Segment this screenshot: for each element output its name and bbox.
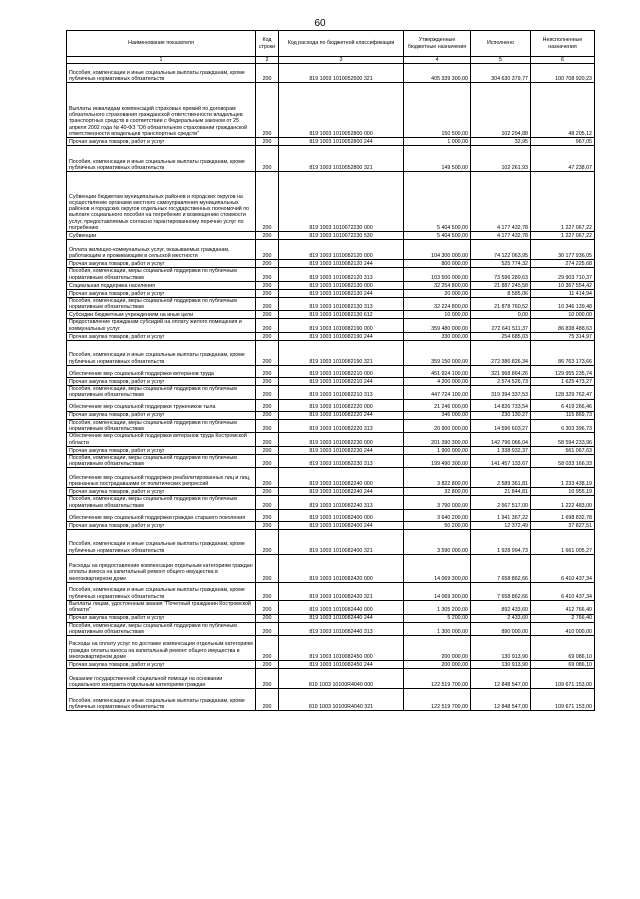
cell-line-code: 200 [256, 669, 279, 689]
column-number: 1 [67, 57, 256, 64]
cell-executed: 130 913,90 [471, 661, 531, 669]
cell-unexecuted: 1 698 832,78 [531, 510, 595, 522]
cell-approved: 405 339 300,00 [404, 64, 471, 83]
cell-executed: 2 589 361,81 [471, 468, 531, 488]
cell-line-code: 200 [256, 297, 279, 311]
table-row [67, 636, 595, 661]
cell-approved: 149 500,00 [404, 146, 471, 172]
column-number: 3 [279, 57, 404, 64]
cell-executed: 142 796 066,04 [471, 433, 531, 447]
cell-executed: 102 261,93 [471, 146, 531, 172]
cell-line-code: 200 [256, 172, 279, 232]
cell-budget-code: 819 1003 1010082400 000 [279, 510, 404, 522]
cell-indicator-name: Пособия, компенсации и иные социальные выплаты гражданам, кроме публичных нормативных обязательств [67, 341, 256, 366]
cell-budget-code: 819 1003 1010082210 313 [279, 386, 404, 400]
cell-approved: 447 724 100,00 [404, 386, 471, 400]
table-row [67, 446, 595, 454]
cell-approved: 346 000,00 [404, 411, 471, 419]
cell-approved: 50 200,00 [404, 522, 471, 530]
table-row [67, 399, 595, 411]
cell-budget-code: 819 1003 1010082210 000 [279, 366, 404, 378]
cell-line-code: 200 [256, 341, 279, 366]
cell-line-code: 200 [256, 614, 279, 622]
cell-executed: 319 394 337,53 [471, 386, 531, 400]
cell-budget-code: 819 1003 1010052800 321 [279, 146, 404, 172]
cell-unexecuted: 58 033 166,33 [531, 454, 595, 468]
table-row [67, 333, 595, 341]
cell-unexecuted: 100 708 920,23 [531, 64, 595, 83]
cell-unexecuted: 86 838 488,63 [531, 319, 595, 333]
cell-executed: 272 386 826,34 [471, 341, 531, 366]
cell-approved: 20 000,00 [404, 289, 471, 297]
cell-budget-code: 819 1003 1010082450 244 [279, 661, 404, 669]
cell-unexecuted: 412 766,40 [531, 601, 595, 615]
column-number-row [67, 57, 595, 64]
cell-budget-code: 819 1003 1010082190 321 [279, 341, 404, 366]
cell-approved: 3 590 000,00 [404, 530, 471, 555]
cell-approved: 122 519 700,00 [404, 689, 471, 711]
header-indicator-name: Наименование показателя [67, 31, 256, 57]
cell-executed: 304 630 379,77 [471, 64, 531, 83]
budget-execution-table [66, 30, 595, 711]
cell-line-code: 200 [256, 138, 279, 146]
table-row [67, 689, 595, 711]
cell-approved: 103 500 000,00 [404, 268, 471, 282]
table-row [67, 419, 595, 433]
cell-unexecuted: 129 955 235,74 [531, 366, 595, 378]
cell-indicator-name: Прочая закупка товаров, работ и услуг [67, 138, 256, 146]
cell-budget-code: 819 1003 1010082440 000 [279, 601, 404, 615]
cell-line-code: 200 [256, 319, 279, 333]
cell-approved: 201 390 300,00 [404, 433, 471, 447]
table-row [67, 172, 595, 232]
cell-executed: 73 596 289,63 [471, 268, 531, 282]
cell-line-code: 200 [256, 146, 279, 172]
cell-unexecuted: 10 346 139,48 [531, 297, 595, 311]
cell-line-code: 200 [256, 366, 279, 378]
table-row [67, 240, 595, 260]
cell-budget-code: 819 1003 1010082400 244 [279, 522, 404, 530]
cell-line-code: 200 [256, 289, 279, 297]
cell-unexecuted: 1 227 067,22 [531, 232, 595, 240]
table-row [67, 366, 595, 378]
cell-line-code: 200 [256, 433, 279, 447]
cell-indicator-name: Пособия, компенсации и иные социальные выплаты гражданам, кроме публичных нормативных обязательств [67, 530, 256, 555]
table-row [67, 510, 595, 522]
cell-indicator-name: Пособия, компенсации и иные социальные выплаты гражданам, кроме публичных нормативных обязательств [67, 64, 256, 83]
cell-budget-code: 819 1003 1010082240 000 [279, 468, 404, 488]
cell-budget-code: 819 1003 1010082400 321 [279, 530, 404, 555]
cell-budget-code: 819 1003 1010082220 000 [279, 399, 404, 411]
cell-executed: 21 878 760,52 [471, 297, 531, 311]
cell-indicator-name: Прочая закупка товаров, работ и услуг [67, 522, 256, 530]
column-number: 6 [531, 57, 595, 64]
cell-executed: 141 457 133,67 [471, 454, 531, 468]
cell-approved: 199 490 300,00 [404, 454, 471, 468]
cell-line-code: 200 [256, 622, 279, 636]
table-header-row [67, 31, 595, 57]
cell-unexecuted: 1 227 067,22 [531, 172, 595, 232]
cell-budget-code: 819 1003 1010082440 244 [279, 614, 404, 622]
cell-approved: 359 480 000,00 [404, 319, 471, 333]
cell-unexecuted: 58 594 233,96 [531, 433, 595, 447]
cell-approved: 1 900 000,00 [404, 446, 471, 454]
cell-approved: 32 254 800,00 [404, 281, 471, 289]
cell-line-code: 200 [256, 386, 279, 400]
cell-unexecuted: 37 827,51 [531, 522, 595, 530]
cell-approved: 200 000,00 [404, 661, 471, 669]
cell-approved: 3 822 800,00 [404, 468, 471, 488]
table-row [67, 341, 595, 366]
table-row [67, 411, 595, 419]
cell-budget-code: 819 1003 1010052500 321 [279, 64, 404, 83]
cell-indicator-name: Прочая закупка товаров, работ и услуг [67, 378, 256, 386]
header-budget-classification-code: Код расхода по бюджетной классификации [279, 31, 404, 57]
cell-approved: 5 404 500,00 [404, 232, 471, 240]
cell-budget-code: 819 1003 1010082240 313 [279, 496, 404, 510]
table-row [67, 454, 595, 468]
cell-indicator-name: Прочая закупка товаров, работ и услуг [67, 446, 256, 454]
table-row [67, 522, 595, 530]
cell-indicator-name: Предоставление гражданам субсидий на оплату жилого помещения и коммунальных услуг [67, 319, 256, 333]
cell-budget-code: 819 1003 1010082190 000 [279, 319, 404, 333]
cell-indicator-name: Оплата жилищно-коммунальных услуг, оказываемых гражданам, работающим и проживающим в сельской местности [67, 240, 256, 260]
cell-executed: 230 130,27 [471, 411, 531, 419]
cell-line-code: 200 [256, 496, 279, 510]
table-row [67, 297, 595, 311]
cell-executed: 32,95 [471, 138, 531, 146]
table-row [67, 260, 595, 268]
cell-budget-code: 819 1003 10100R4040 000 [279, 669, 404, 689]
cell-budget-code: 819 1003 1010082130 612 [279, 311, 404, 319]
cell-approved: 4 200 000,00 [404, 378, 471, 386]
cell-approved: 14 069 300,00 [404, 555, 471, 583]
cell-budget-code: 819 1003 1010082130 000 [279, 281, 404, 289]
table-row [67, 319, 595, 333]
table-row [67, 138, 595, 146]
cell-indicator-name: Прочая закупка товаров, работ и услуг [67, 289, 256, 297]
cell-indicator-name: Обеспечение мер социальной поддержки ветеранов труда [67, 366, 256, 378]
cell-indicator-name: Прочая закупка товаров, работ и услуг [67, 488, 256, 496]
cell-indicator-name: Пособия, компенсации и иные социальные выплаты гражданам, кроме публичных нормативных обязательств [67, 583, 256, 601]
table-row [67, 496, 595, 510]
cell-indicator-name: Субсидии бюджетным учреждениям на иные цели [67, 311, 256, 319]
cell-budget-code: 819 1003 1010082120 313 [279, 268, 404, 282]
column-number: 2 [256, 57, 279, 64]
cell-line-code: 200 [256, 661, 279, 669]
cell-approved: 800 000,00 [404, 260, 471, 268]
cell-indicator-name: Пособия, компенсации, меры социальной поддержки по публичным нормативным обязательствам [67, 496, 256, 510]
cell-unexecuted: 47 238,07 [531, 146, 595, 172]
cell-unexecuted: 561 067,63 [531, 446, 595, 454]
cell-unexecuted: 69 086,10 [531, 661, 595, 669]
cell-approved: 32 800,00 [404, 488, 471, 496]
cell-unexecuted: 2 766,40 [531, 614, 595, 622]
cell-executed: 0,00 [471, 311, 531, 319]
cell-line-code: 200 [256, 399, 279, 411]
page-number: 60 [314, 18, 326, 29]
cell-line-code: 200 [256, 378, 279, 386]
cell-indicator-name: Пособия, компенсации и иные социальные выплаты гражданам, кроме публичных нормативных обязательств [67, 689, 256, 711]
cell-indicator-name: Выплаты инвалидам компенсаций страховых премий по договорам обязательного страхования гражданской ответственности владельцев транспортных средств в соответствии с Федеральным законом от 25 апреля 2002 года № 40-ФЗ "Об обязательном страховании гражданской ответственности владельцев транспортных средств" [67, 83, 256, 138]
cell-unexecuted: 274 225,68 [531, 260, 595, 268]
cell-executed: 4 177 432,78 [471, 232, 531, 240]
cell-indicator-name: Прочая закупка товаров, работ и услуг [67, 260, 256, 268]
cell-indicator-name: Пособия, компенсации, меры социальной поддержки по публичным нормативным обязательствам [67, 386, 256, 400]
cell-line-code: 200 [256, 689, 279, 711]
cell-budget-code: 819 1003 1010082210 244 [279, 378, 404, 386]
cell-budget-code: 819 1003 1010082230 313 [279, 454, 404, 468]
cell-indicator-name: Социальная поддержка населения [67, 281, 256, 289]
header-line-code: Код строки [256, 31, 279, 57]
cell-budget-code: 819 1003 1010072230 530 [279, 232, 404, 240]
cell-unexecuted: 109 671 153,00 [531, 669, 595, 689]
cell-unexecuted: 10 367 554,42 [531, 281, 595, 289]
cell-indicator-name: Выплаты лицам, удостоенным звания "Почетный гражданин Костромской области" [67, 601, 256, 615]
cell-line-code: 200 [256, 522, 279, 530]
cell-line-code: 200 [256, 411, 279, 419]
cell-budget-code: 819 1003 1010082190 244 [279, 333, 404, 341]
cell-executed: 21 844,81 [471, 488, 531, 496]
cell-indicator-name: Субвенции [67, 232, 256, 240]
cell-line-code: 200 [256, 83, 279, 138]
cell-indicator-name: Субвенции бюджетам муниципальных районов и городских округов на осуществление органами местного самоуправления муниципальных районов и городских округов отдельных государственных полномочий по выплате социального пособия на погребение и возмещению стоимости услуг, предоставляемых согласно гарантированному перечню услуг по погребению [67, 172, 256, 232]
cell-budget-code: 819 1003 1010082130 244 [279, 289, 404, 297]
cell-line-code: 200 [256, 601, 279, 615]
cell-budget-code: 819 1003 1010082440 313 [279, 622, 404, 636]
cell-budget-code: 819 1003 1010082120 244 [279, 260, 404, 268]
cell-approved: 330 000,00 [404, 333, 471, 341]
cell-line-code: 200 [256, 468, 279, 488]
cell-executed: 254 685,03 [471, 333, 531, 341]
cell-unexecuted: 10 000,00 [531, 311, 595, 319]
cell-executed: 12 848 547,00 [471, 689, 531, 711]
cell-indicator-name: Расходы на предоставление компенсации отдельным категориям граждан оплаты взноса на капитальный ремонт общего имущества в многоквартирном доме [67, 555, 256, 583]
cell-budget-code: 819 1003 1010052800 244 [279, 138, 404, 146]
cell-executed: 14 596 603,27 [471, 419, 531, 433]
cell-unexecuted: 6 303 396,73 [531, 419, 595, 433]
cell-unexecuted: 109 671 153,00 [531, 689, 595, 711]
column-number: 5 [471, 57, 531, 64]
cell-indicator-name: Расходы на оплату услуг по доставке компенсации отдельным категориям граждан оплаты взноса на капитальный ремонт общего имущества в многоквартирном доме [67, 636, 256, 661]
cell-approved: 3 790 000,00 [404, 496, 471, 510]
cell-indicator-name: Обеспечение мер социальной поддержки тружеников тыла [67, 399, 256, 411]
cell-unexecuted: 6 410 437,34 [531, 583, 595, 601]
cell-executed: 2 433,60 [471, 614, 531, 622]
cell-line-code: 200 [256, 488, 279, 496]
table-row [67, 601, 595, 615]
cell-unexecuted: 128 329 762,47 [531, 386, 595, 400]
table-row [67, 289, 595, 297]
table-row [67, 555, 595, 583]
cell-approved: 10 000,00 [404, 311, 471, 319]
cell-executed: 14 826 733,54 [471, 399, 531, 411]
cell-line-code: 200 [256, 446, 279, 454]
cell-line-code: 200 [256, 260, 279, 268]
cell-approved: 200 000,00 [404, 636, 471, 661]
table-row [67, 530, 595, 555]
cell-executed: 321 968 864,26 [471, 366, 531, 378]
table-row [67, 622, 595, 636]
cell-budget-code: 819 1003 1010082420 000 [279, 555, 404, 583]
cell-unexecuted: 115 869,73 [531, 411, 595, 419]
cell-executed: 890 000,00 [471, 622, 531, 636]
cell-unexecuted: 1 233 438,19 [531, 468, 595, 488]
cell-approved: 21 246 000,00 [404, 399, 471, 411]
cell-approved: 104 300 000,00 [404, 240, 471, 260]
table-row [67, 64, 595, 83]
cell-executed: 12 372,49 [471, 522, 531, 530]
cell-indicator-name: Прочая закупка товаров, работ и услуг [67, 614, 256, 622]
cell-budget-code: 819 1003 1010082240 244 [279, 488, 404, 496]
cell-indicator-name: Пособия, компенсации, меры социальной поддержки по публичным нормативным обязательствам [67, 419, 256, 433]
cell-indicator-name: Пособия, компенсации и иные социальные выплаты гражданам, кроме публичных нормативных обязательств [67, 146, 256, 172]
cell-executed: 7 658 862,66 [471, 583, 531, 601]
table-body [67, 64, 595, 711]
cell-approved: 150 500,00 [404, 83, 471, 138]
cell-budget-code: 819 1003 1010082220 244 [279, 411, 404, 419]
cell-unexecuted: 6 419 266,46 [531, 399, 595, 411]
cell-indicator-name: Пособия, компенсации, меры социальной поддержки по публичным нормативным обязательствам [67, 268, 256, 282]
cell-unexecuted: 1 661 005,27 [531, 530, 595, 555]
cell-line-code: 200 [256, 510, 279, 522]
cell-approved: 5 404 500,00 [404, 172, 471, 232]
cell-executed: 102 294,88 [471, 83, 531, 138]
cell-line-code: 200 [256, 333, 279, 341]
cell-approved: 1 000,00 [404, 138, 471, 146]
cell-executed: 272 641 511,37 [471, 319, 531, 333]
cell-executed: 892 433,60 [471, 601, 531, 615]
cell-executed: 21 887 245,58 [471, 281, 531, 289]
cell-indicator-name: Пособия, компенсации, меры социальной поддержки по публичным нормативным обязательствам [67, 622, 256, 636]
table-row [67, 488, 595, 496]
cell-approved: 32 224 800,00 [404, 297, 471, 311]
cell-budget-code: 819 1003 1010082230 000 [279, 433, 404, 447]
cell-indicator-name: Прочая закупка товаров, работ и услуг [67, 411, 256, 419]
cell-line-code: 200 [256, 268, 279, 282]
table-row [67, 468, 595, 488]
cell-indicator-name: Обеспечение мер социальной поддержки ветеранов труда Костромской области [67, 433, 256, 447]
cell-budget-code: 819 1003 1010082130 313 [279, 297, 404, 311]
header-unexecuted-appropriations: Неисполненные назначения [531, 31, 595, 57]
table-row [67, 83, 595, 138]
cell-unexecuted: 10 955,19 [531, 488, 595, 496]
cell-unexecuted: 410 000,00 [531, 622, 595, 636]
cell-line-code: 200 [256, 240, 279, 260]
cell-executed: 1 338 932,37 [471, 446, 531, 454]
cell-approved: 451 924 100,00 [404, 366, 471, 378]
cell-unexecuted: 11 414,94 [531, 289, 595, 297]
table-row [67, 232, 595, 240]
cell-approved: 359 150 000,00 [404, 341, 471, 366]
cell-unexecuted: 86 763 173,66 [531, 341, 595, 366]
cell-executed: 8 585,06 [471, 289, 531, 297]
cell-line-code: 200 [256, 555, 279, 583]
cell-unexecuted: 30 177 936,05 [531, 240, 595, 260]
cell-unexecuted: 29 903 710,37 [531, 268, 595, 282]
cell-unexecuted: 48 205,12 [531, 83, 595, 138]
cell-budget-code: 819 1003 10100R4040 321 [279, 689, 404, 711]
cell-approved: 1 300 000,00 [404, 622, 471, 636]
table-row [67, 281, 595, 289]
table-row [67, 661, 595, 669]
cell-unexecuted: 75 314,97 [531, 333, 595, 341]
table-row [67, 268, 595, 282]
cell-unexecuted: 967,05 [531, 138, 595, 146]
cell-line-code: 200 [256, 232, 279, 240]
header-executed: Исполнено [471, 31, 531, 57]
table-row [67, 386, 595, 400]
table-row [67, 311, 595, 319]
cell-executed: 525 774,32 [471, 260, 531, 268]
cell-line-code: 200 [256, 583, 279, 601]
cell-indicator-name: Пособия, компенсации, меры социальной поддержки по публичным нормативным обязательствам [67, 454, 256, 468]
cell-approved: 5 200,00 [404, 614, 471, 622]
header-approved-appropriations: Утвержденные бюджетные назначения [404, 31, 471, 57]
cell-indicator-name: Обеспечение мер социальной поддержки реабилитированных лиц и лиц, признанных пострадавшими от политических репрессий [67, 468, 256, 488]
cell-executed: 7 658 862,66 [471, 555, 531, 583]
cell-indicator-name: Пособия, компенсации, меры социальной поддержки по публичным нормативным обязательствам [67, 297, 256, 311]
table-row [67, 433, 595, 447]
cell-unexecuted: 1 625 473,27 [531, 378, 595, 386]
cell-line-code: 200 [256, 311, 279, 319]
cell-approved: 1 305 200,00 [404, 601, 471, 615]
cell-executed: 2 574 526,73 [471, 378, 531, 386]
cell-indicator-name: Прочая закупка товаров, работ и услуг [67, 661, 256, 669]
cell-line-code: 200 [256, 419, 279, 433]
cell-unexecuted: 1 222 483,00 [531, 496, 595, 510]
cell-indicator-name: Обеспечение мер социальной поддержки граждан старшего поколения [67, 510, 256, 522]
cell-executed: 74 122 063,95 [471, 240, 531, 260]
cell-budget-code: 819 1003 1010082450 000 [279, 636, 404, 661]
cell-approved: 122 519 700,00 [404, 669, 471, 689]
cell-budget-code: 819 1003 1010072230 000 [279, 172, 404, 232]
cell-indicator-name: Оказание государственной социальной помощи на основании социального контракта отдельным категориям граждан [67, 669, 256, 689]
cell-executed: 1 928 994,73 [471, 530, 531, 555]
cell-budget-code: 819 1003 1010082220 313 [279, 419, 404, 433]
cell-approved: 14 069 300,00 [404, 583, 471, 601]
cell-unexecuted: 6 410 437,34 [531, 555, 595, 583]
cell-line-code: 200 [256, 530, 279, 555]
cell-approved: 20 900 000,00 [404, 419, 471, 433]
cell-line-code: 200 [256, 64, 279, 83]
cell-executed: 4 177 432,78 [471, 172, 531, 232]
cell-approved: 3 640 200,00 [404, 510, 471, 522]
table-row [67, 378, 595, 386]
cell-unexecuted: 69 086,10 [531, 636, 595, 661]
table-row [67, 614, 595, 622]
cell-budget-code: 819 1003 1010082120 000 [279, 240, 404, 260]
cell-budget-code: 819 1003 1010082420 321 [279, 583, 404, 601]
cell-line-code: 200 [256, 281, 279, 289]
cell-line-code: 200 [256, 454, 279, 468]
column-number: 4 [404, 57, 471, 64]
cell-line-code: 200 [256, 636, 279, 661]
table-row [67, 669, 595, 689]
table-row [67, 583, 595, 601]
cell-executed: 2 567 517,00 [471, 496, 531, 510]
cell-executed: 130 913,90 [471, 636, 531, 661]
cell-budget-code: 819 1003 1010052800 000 [279, 83, 404, 138]
cell-indicator-name: Прочая закупка товаров, работ и услуг [67, 333, 256, 341]
cell-executed: 12 848 547,00 [471, 669, 531, 689]
table-row [67, 146, 595, 172]
cell-budget-code: 819 1003 1010082230 244 [279, 446, 404, 454]
cell-executed: 1 941 367,22 [471, 510, 531, 522]
